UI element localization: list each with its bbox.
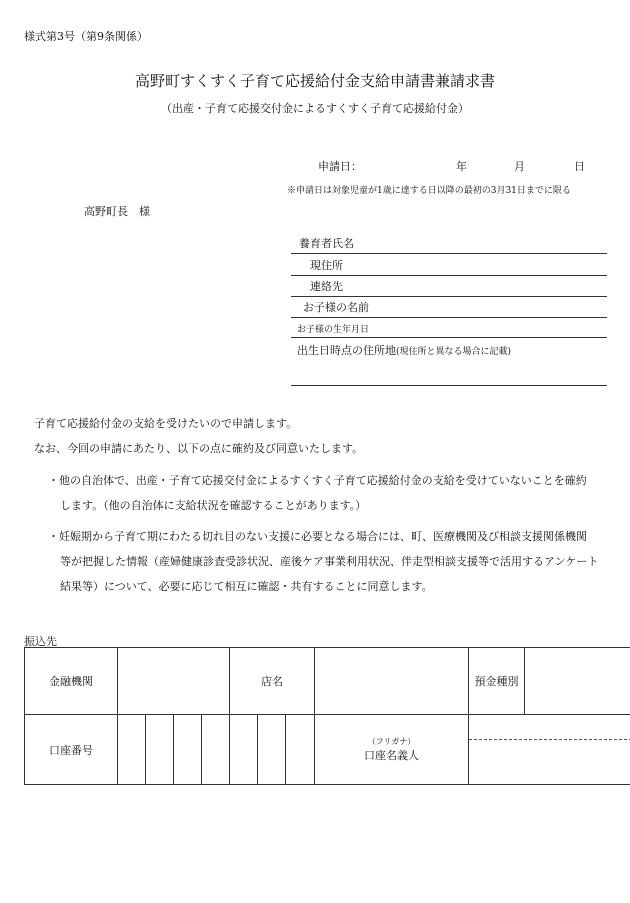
account-digit-6[interactable] [258, 715, 286, 785]
account-type-label: 預金種別 [469, 648, 525, 715]
current-address-label: 現住所 [310, 259, 343, 272]
child-birthdate-label: お子様の生年月日 [297, 325, 370, 335]
consent-bullet-2: ・妊娠期から子育て期にわたる切れ目のない支援に必要となる場合には、町、医療機関及び相談支援関係機関 [48, 530, 587, 543]
account-number-label: 口座番号 [25, 715, 118, 785]
institution-label: 金融機関 [25, 648, 118, 715]
account-type-input[interactable] [525, 648, 630, 715]
account-digit-4[interactable] [202, 715, 230, 785]
addressee: 高野町長 様 [84, 205, 150, 218]
child-birthdate-field[interactable] [291, 319, 607, 338]
date-month-unit: 月 [514, 160, 525, 173]
branch-label: 店名 [230, 648, 315, 715]
birth-address-label [297, 342, 511, 358]
branch-input[interactable] [315, 648, 469, 715]
page-subtitle: （出産・子育て応援交付金によるすくすく子育て応援給付金） [161, 102, 469, 115]
account-digit-7[interactable] [286, 715, 315, 785]
account-digit-5[interactable] [230, 715, 258, 785]
account-holder-input[interactable] [469, 715, 630, 785]
guardian-name-label: 養育者氏名 [299, 237, 354, 250]
application-date-label: 申請日： [318, 160, 362, 173]
bank-account-table [24, 647, 630, 785]
statement-line-1: 子育て応援給付金の支給を受けたいので申請します。 [34, 417, 298, 430]
bank-section-label: 振込先 [24, 635, 57, 648]
furigana-input[interactable] [469, 715, 630, 740]
contact-field[interactable] [291, 277, 607, 297]
consent-bullet-2-cont-2: 結果等）について、必要に応じて相互に確認・共有することに同意します。 [60, 580, 433, 593]
date-note: ※申請日は対象児童が1歳に達する日以降の最初の3月31日までに限る [287, 186, 571, 196]
birth-address-note: (現住所と異なる場合に記載) [396, 347, 512, 357]
statement-line-2: なお、今回の申請にあたり、以下の点に確約及び同意いたします。 [34, 442, 364, 455]
contact-label: 連絡先 [310, 280, 343, 293]
birth-address-text: 出生日時点の住所地 [297, 344, 396, 357]
account-digit-1[interactable] [118, 715, 146, 785]
institution-input[interactable] [118, 648, 230, 715]
child-name-field[interactable] [291, 298, 607, 318]
date-year-unit: 年 [456, 160, 467, 173]
guardian-name-field[interactable] [291, 234, 607, 254]
account-holder-label: 口座名義人 [364, 749, 420, 762]
furigana-label: （フリガナ） [367, 737, 416, 746]
consent-bullet-2-cont-1: 等が把握した情報（産婦健康診査受診状況、産後ケア事業利用状況、伴走型相談支援等で活用するアンケート [60, 555, 599, 568]
date-day-unit: 日 [574, 160, 585, 173]
current-address-field[interactable] [291, 255, 607, 276]
account-holder-label-cell [315, 715, 469, 785]
account-digit-2[interactable] [146, 715, 174, 785]
page-title: 高野町すくすく子育て応援給付金支給申請書兼請求書 [134, 72, 495, 90]
account-holder-box [469, 715, 630, 784]
form-number: 様式第3号（第9条関係） [24, 30, 148, 43]
account-holder-name-input[interactable] [469, 740, 630, 784]
child-name-label: お子様の名前 [303, 301, 369, 314]
pledge-bullet-1: ・他の自治体で、出産・子育て応援交付金によるすくすく子育て応援給付金の支給を受けていないことを確約 [48, 474, 587, 487]
birth-address-field[interactable] [291, 339, 607, 386]
pledge-bullet-1-cont: します。（他の自治体に支給状況を確認することがあります。） [60, 499, 367, 512]
account-digit-3[interactable] [174, 715, 202, 785]
